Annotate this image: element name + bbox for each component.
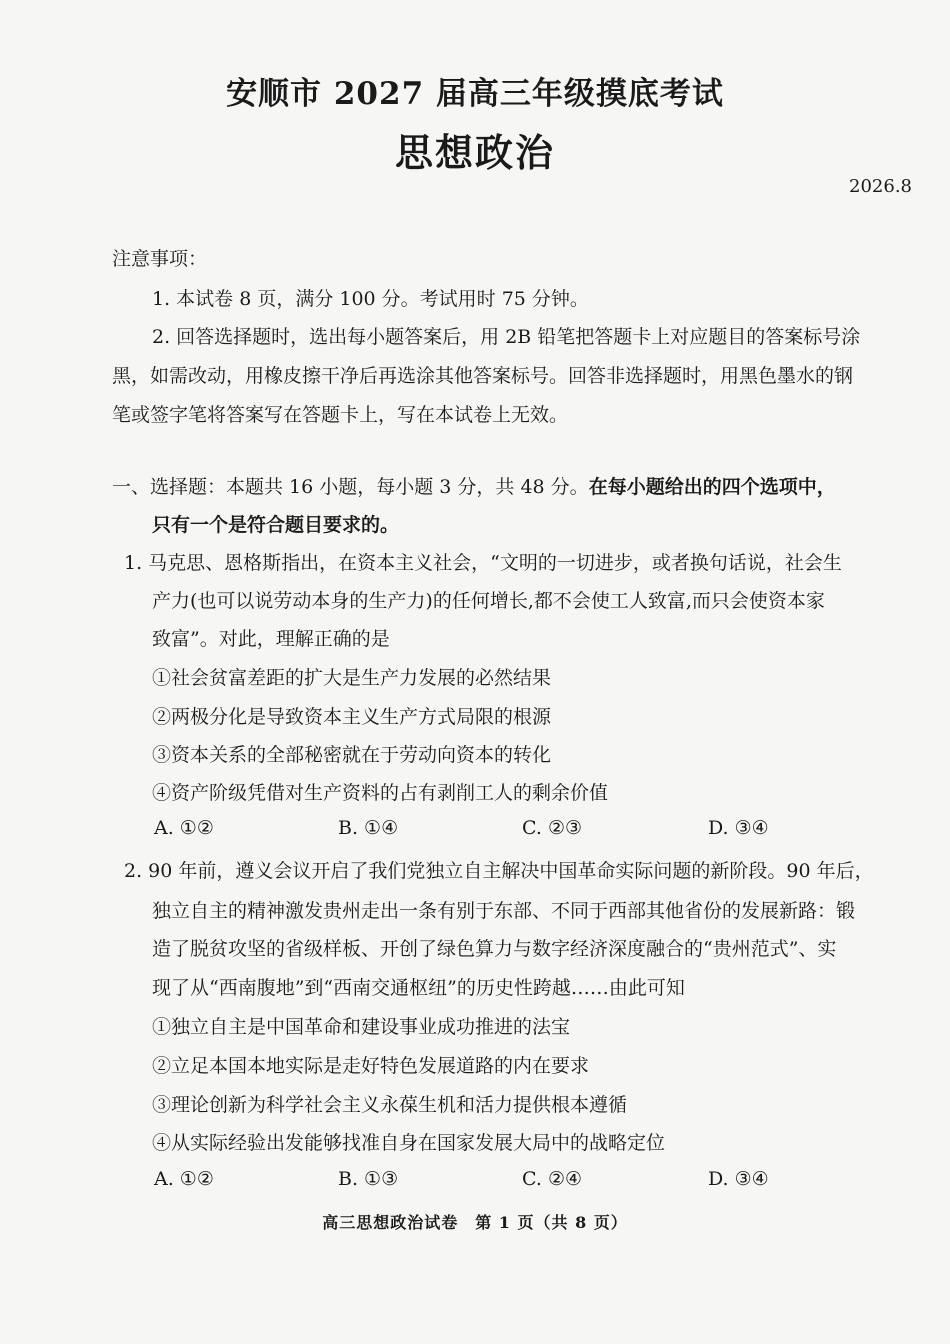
q2-stem-line-4: 现了从“西南腹地”到“西南交通枢纽”的历史性跨越……由此可知	[152, 977, 685, 999]
q2-statement-4: ④从实际经验出发能够找准自身在国家发展大局中的战略定位	[152, 1132, 666, 1154]
q1-statement-1: ①社会贫富差距的扩大是生产力发展的必然结果	[152, 667, 552, 689]
exam-title: 安顺市 2027 届高三年级摸底考试	[226, 76, 724, 112]
exam-date: 2026.8	[849, 176, 912, 197]
q2-option-d: D. ③④	[708, 1168, 769, 1190]
q1-statement-3: ③资本关系的全部秘密就在于劳动向资本的转化	[152, 744, 552, 766]
page-footer: 高三思想政治试卷 第 1 页（共 8 页）	[322, 1213, 628, 1232]
q1-option-b: B. ①④	[338, 817, 399, 839]
q2-option-b: B. ①③	[338, 1168, 399, 1190]
q2-stem-line-2: 独立自主的精神激发贵州走出一条有别于东部、不同于西部其他省份的发展新路：锻	[152, 900, 856, 922]
notice-item-1: 1. 本试卷 8 页，满分 100 分。考试用时 75 分钟。	[152, 288, 589, 310]
q1-stem-line-1: 1. 马克思、恩格斯指出，在资本主义社会，“文明的一切进步，或者换句话说，社会生	[124, 552, 842, 574]
notice-heading: 注意事项：	[112, 248, 208, 270]
notice-item-2-line-2: 黑，如需改动，用橡皮擦干净后再选涂其他答案标号。回答非选择题时，用黑色墨水的钢	[112, 365, 854, 387]
q2-option-a: A. ①②	[154, 1168, 214, 1190]
section-1-heading-normal: 一、选择题：本题共 16 小题，每小题 3 分，共 48 分。	[112, 476, 589, 498]
q1-option-a: A. ①②	[154, 817, 214, 839]
q2-stem-line-1: 2. 90 年前，遵义会议开启了我们党独立自主解决中国革命实际问题的新阶段。90 年后，	[124, 860, 874, 882]
q1-statement-2: ②两极分化是导致资本主义生产方式局限的根源	[152, 706, 552, 728]
section-1-heading-bold: 在每小题给出的四个选项中，	[588, 476, 836, 498]
notice-item-2-line-3: 笔或签字笔将答案写在答题卡上，写在本试卷上无效。	[112, 404, 569, 426]
q2-statement-2: ②立足本国本地实际是走好特色发展道路的内在要求	[152, 1055, 590, 1077]
q2-option-c: C. ②④	[522, 1168, 583, 1190]
section-1-heading-line-2: 只有一个是符合题目要求的。	[152, 514, 400, 536]
q2-statement-1: ①独立自主是中国革命和建设事业成功推进的法宝	[152, 1016, 571, 1038]
exam-subject: 思想政治	[394, 130, 555, 175]
q1-stem-line-2: 产力(也可以说劳动本身的生产力)的任何增长,都不会使工人致富,而只会使资本家	[152, 590, 825, 612]
q2-stem-line-3: 造了脱贫攻坚的省级样板、开创了绿色算力与数字经济深度融合的“贵州范式”、实	[152, 938, 837, 960]
q1-option-d: D. ③④	[708, 817, 769, 839]
q1-stem-line-3: 致富”。对此，理解正确的是	[152, 628, 390, 650]
q1-option-c: C. ②③	[522, 817, 583, 839]
section-1-heading	[112, 472, 836, 499]
q2-statement-3: ③理论创新为科学社会主义永葆生机和活力提供根本遵循	[152, 1094, 628, 1116]
notice-item-2-line-1: 2. 回答选择题时，选出每小题答案后，用 2B 铅笔把答题卡上对应题目的答案标号涂	[152, 326, 861, 348]
q1-statement-4: ④资产阶级凭借对生产资料的占有剥削工人的剩余价值	[152, 782, 609, 804]
